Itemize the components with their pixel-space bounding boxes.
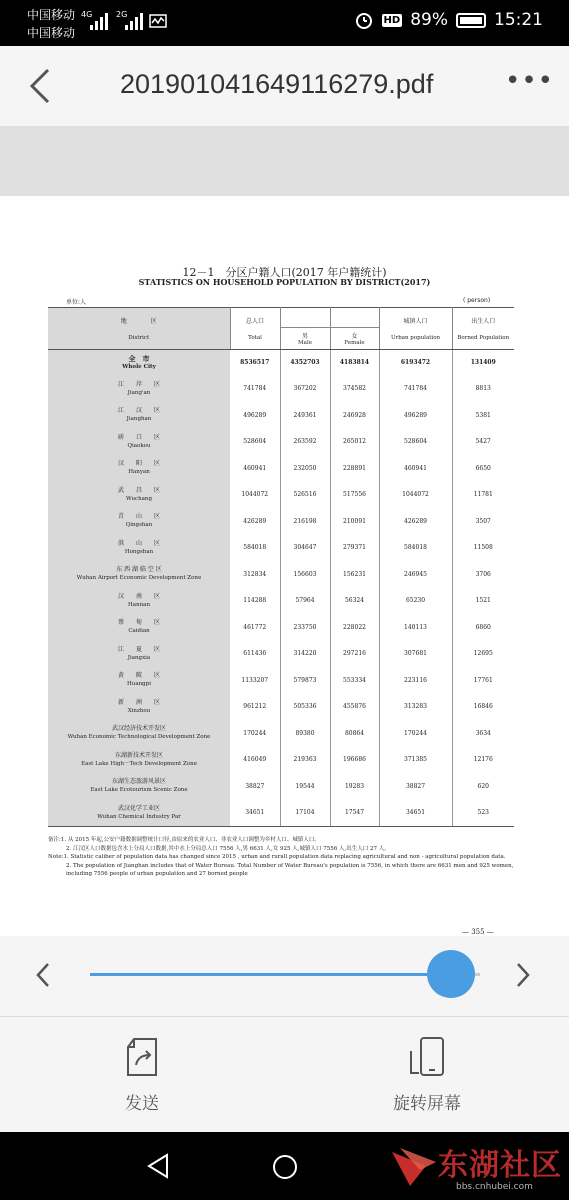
total-cell: 170244	[230, 720, 280, 747]
header-male-label: 男 Male	[280, 328, 330, 350]
district-cell: 新 洲 区 Xinzhou	[48, 694, 230, 721]
chevron-left-icon	[26, 64, 56, 108]
urban-cell: 246945	[379, 561, 452, 588]
total-cell: 38827	[230, 773, 280, 800]
battery-percent: 89%	[410, 10, 448, 30]
network-type-1: 4G	[81, 10, 93, 19]
doc-title-en: STATISTICS ON HOUSEHOLD POPULATION BY DISTRICT(2017)	[138, 277, 431, 287]
male-cell: 89380	[280, 720, 330, 747]
born-cell: 523	[452, 800, 514, 827]
born-cell: 620	[477, 782, 489, 790]
male-cell: 19544	[280, 773, 330, 800]
table-row	[48, 641, 514, 668]
pdf-page	[0, 196, 569, 938]
female-cell: 80864	[330, 720, 379, 747]
district-cell: 东 西 湖 临 空 区 Wuhan Airport Economic Development Zone	[48, 561, 230, 588]
born-cell: 3706	[475, 570, 491, 578]
prev-page-button[interactable]	[30, 960, 58, 990]
unit-label: 单位:人	[66, 299, 87, 306]
urban-cell: 307681	[379, 641, 452, 668]
born-cell: 11508	[473, 544, 493, 552]
doc-title-zh: 12－1 分区户籍人口(2017 年户籍统计)	[182, 266, 387, 279]
female-cell: 56324	[330, 588, 379, 615]
female-cell: 279371	[330, 535, 379, 562]
header-total: 总人口 Total	[230, 308, 280, 350]
pdf-viewer[interactable]	[0, 126, 569, 936]
watermark	[390, 1138, 565, 1196]
district-cell: 江 岸 区 Jiang'an	[48, 376, 230, 403]
urban-cell: 741784	[379, 376, 452, 403]
header-female	[330, 308, 379, 328]
female-cell: 210091	[330, 508, 379, 535]
total-cell: 1133207	[230, 667, 280, 694]
network-type-2: 2G	[116, 10, 128, 19]
born-cell: 6650	[475, 464, 491, 472]
status-bar	[0, 0, 569, 46]
urban-cell: 6193472	[379, 350, 452, 376]
male-cell: 367202	[280, 376, 330, 403]
born-cell: 1521	[475, 597, 491, 605]
female-cell: 297216	[330, 641, 379, 668]
rotate-phone-icon	[407, 1035, 447, 1079]
district-cell: 蔡 甸 区 Caidian	[48, 614, 230, 641]
unit-label-en: ( person)	[463, 297, 491, 304]
born-cell: 12695	[473, 650, 493, 658]
total-cell: 961212	[230, 694, 280, 721]
chevron-left-icon	[30, 960, 58, 990]
total-cell: 426289	[230, 508, 280, 535]
table-row	[48, 376, 514, 403]
male-cell: 4352703	[280, 350, 330, 376]
app-header	[0, 46, 569, 126]
note-zh-2: 2. 江汉区人口数据包含水上分局人口数据,其中水上分局总人口 7556 人,男 6631 人,女 925 人,城镇人口 7556 人,出生人口 27 人。	[66, 845, 390, 852]
urban-cell: 426289	[379, 508, 452, 535]
female-cell: 4183814	[330, 350, 379, 376]
district-cell: 东湖新技术开发区 East Lake High－Tech Development Zone	[48, 747, 230, 774]
male-cell: 156603	[280, 561, 330, 588]
urban-cell: 313283	[379, 694, 452, 721]
table-row	[48, 561, 514, 588]
send-button[interactable]	[82, 1035, 202, 1114]
total-cell: 496289	[230, 402, 280, 429]
total-cell: 611436	[230, 641, 280, 668]
table-row	[48, 508, 514, 535]
female-cell: 455876	[330, 694, 379, 721]
female-cell: 553334	[330, 667, 379, 694]
district-cell: 武汉经济技术开发区 Wuhan Economic Technological Development Zone	[48, 720, 230, 747]
bottom-actions	[0, 1016, 569, 1132]
page-slider-bar	[0, 936, 569, 1016]
table-row	[48, 747, 514, 774]
more-dots-icon: •••	[505, 66, 555, 96]
district-cell: 青 山 区 Qingshan	[48, 508, 230, 535]
urban-cell: 460941	[379, 455, 452, 482]
born-cell: 3507	[475, 517, 491, 525]
female-cell: 246928	[330, 402, 379, 429]
total-cell: 114288	[230, 588, 280, 615]
table-row	[48, 773, 514, 800]
female-cell: 19283	[330, 773, 379, 800]
note-en-2: 2. The population of Jianghan includes that of Water Bureau. Total Number of Water Bureau's population is 7556, in which there are 6631 men and 925 women, including 7556 people of urban population and 27 borned people	[66, 862, 514, 877]
urban-cell: 496289	[379, 402, 452, 429]
district-cell: 汉 阳 区 Hanyan	[48, 455, 230, 482]
alarm-icon	[354, 10, 374, 30]
total-cell: 460941	[230, 455, 280, 482]
urban-cell: 1044072	[379, 482, 452, 509]
male-cell: 216198	[280, 508, 330, 535]
district-cell: 汉 南 区 Hannan	[48, 588, 230, 615]
district-cell: 洪 山 区 Hongshan	[48, 535, 230, 562]
born-cell: 11781	[473, 491, 493, 499]
district-cell: 江 汉 区 Jianghan	[48, 402, 230, 429]
born-cell: 17761	[473, 676, 493, 684]
female-cell: 517556	[330, 482, 379, 509]
header-urban: 城镇人口 Urban population	[379, 308, 452, 350]
district-cell: 武汉化学工业区 Wuhan Chemical Industry Par	[48, 800, 230, 827]
watermark-url: bbs.cnhubei.com	[456, 1182, 533, 1192]
male-cell: 57964	[280, 588, 330, 615]
activity-icon	[149, 14, 167, 28]
male-cell: 219363	[280, 747, 330, 774]
hd-badge: HD	[383, 14, 401, 26]
header-born: 出生人口 Borned Population	[452, 308, 514, 350]
note-zh-1: 备注:1. 从 2015 年起,公安户籍数据调整统计口径,由原来的农业人口、非农业人口调整为乡村人口、城镇人口。	[48, 837, 320, 843]
born-cell: 16846	[473, 703, 493, 711]
total-cell: 1044072	[230, 482, 280, 509]
total-cell: 584018	[230, 535, 280, 562]
page-slider-track[interactable]	[90, 973, 480, 976]
share-document-icon	[122, 1035, 162, 1079]
female-cell: 196686	[330, 747, 379, 774]
male-cell: 263592	[280, 429, 330, 456]
urban-cell: 38827	[379, 773, 452, 800]
urban-cell: 584018	[379, 535, 452, 562]
table-row	[48, 800, 514, 827]
male-cell: 505336	[280, 694, 330, 721]
triangle-back-icon	[145, 1152, 171, 1180]
born-cell: 131409	[470, 359, 496, 367]
female-cell: 17547	[330, 800, 379, 827]
page-slider-fill	[90, 973, 457, 976]
female-cell: 156231	[330, 561, 379, 588]
table-row-whole-city	[48, 350, 514, 376]
male-cell: 526516	[280, 482, 330, 509]
back-button[interactable]	[26, 64, 66, 108]
male-cell: 579873	[280, 667, 330, 694]
female-cell: 374582	[330, 376, 379, 403]
district-cell: 黄 陂 区 Huangpi	[48, 667, 230, 694]
total-cell: 416049	[230, 747, 280, 774]
male-cell: 304647	[280, 535, 330, 562]
table-row	[48, 720, 514, 747]
circle-home-icon	[271, 1153, 299, 1181]
urban-cell: 223116	[379, 667, 452, 694]
table-row	[48, 455, 514, 482]
total-cell: 34651	[230, 800, 280, 827]
urban-cell: 65230	[379, 588, 452, 615]
male-cell: 232050	[280, 455, 330, 482]
system-nav-bar	[0, 1132, 569, 1200]
population-table	[48, 307, 514, 827]
district-cell: 东湖生态旅游风景区 East Lake Ecotourism Scenic Zone	[48, 773, 230, 800]
nav-back-button[interactable]	[145, 1152, 171, 1184]
district-cell: 江 夏 区 Jiangxia	[48, 641, 230, 668]
watermark-logo-icon	[390, 1144, 440, 1188]
table-row	[48, 402, 514, 429]
female-cell: 228891	[330, 455, 379, 482]
male-cell: 314220	[280, 641, 330, 668]
carrier-2: 中国移动	[27, 26, 76, 40]
born-cell: 6860	[475, 623, 491, 631]
table-row	[48, 429, 514, 456]
rotate-screen-button[interactable]	[367, 1035, 487, 1114]
male-cell: 249361	[280, 402, 330, 429]
born-cell: 5381	[475, 411, 491, 419]
header-male	[280, 308, 330, 328]
carrier-1: 中国移动	[27, 8, 76, 22]
urban-cell: 170244	[379, 720, 452, 747]
born-cell: 5427	[475, 438, 491, 446]
watermark-text: 东湖社区	[438, 1148, 562, 1183]
female-cell: 265012	[330, 429, 379, 456]
header-female-label: 女 Female	[330, 328, 379, 350]
table-row	[48, 535, 514, 562]
total-cell: 312834	[230, 561, 280, 588]
born-cell: 12176	[473, 756, 493, 764]
table-row	[48, 482, 514, 509]
male-cell: 233750	[280, 614, 330, 641]
signal-bars-2-icon	[125, 12, 147, 30]
page-slider-thumb[interactable]	[427, 950, 475, 998]
total-cell: 741784	[230, 376, 280, 403]
district-cell: 硚 口 区 Qiaokou	[48, 429, 230, 456]
urban-cell: 34651	[379, 800, 452, 827]
urban-cell: 140113	[379, 614, 452, 641]
urban-cell: 371385	[379, 747, 452, 774]
born-cell: 3634	[475, 729, 491, 737]
battery-icon	[456, 13, 486, 28]
table-row	[48, 667, 514, 694]
page-number: — 355 —	[462, 928, 494, 936]
more-options-button[interactable]	[505, 66, 554, 96]
born-cell: 8813	[475, 385, 491, 393]
total-cell: 528604	[230, 429, 280, 456]
send-label: 发送	[125, 1094, 159, 1114]
next-page-button[interactable]	[510, 960, 538, 990]
table-notes	[48, 836, 518, 879]
header-district: 地 区 District	[48, 308, 230, 350]
file-title: 201901041649116279.pdf	[120, 69, 434, 99]
note-en-1: Note:1. Statistic caliber of population data has changed since 2015 , urban and rurall population data replacing agricultural and non - agricultural population data.	[48, 854, 506, 860]
table-row	[48, 614, 514, 641]
nav-home-button[interactable]	[271, 1153, 299, 1185]
district-cell: 武 昌 区 Wuchang	[48, 482, 230, 509]
clock: 15:21	[494, 10, 543, 30]
rotate-label: 旋转屏幕	[393, 1094, 461, 1114]
total-cell: 461772	[230, 614, 280, 641]
table-row	[48, 694, 514, 721]
table-row	[48, 588, 514, 615]
signal-bars-icon	[90, 12, 112, 30]
urban-cell: 528604	[379, 429, 452, 456]
chevron-right-icon	[510, 960, 538, 990]
total-cell: 8536517	[230, 350, 280, 376]
female-cell: 228022	[330, 614, 379, 641]
district-cell: 全 市 Whole City	[48, 350, 230, 376]
male-cell: 17104	[280, 800, 330, 827]
